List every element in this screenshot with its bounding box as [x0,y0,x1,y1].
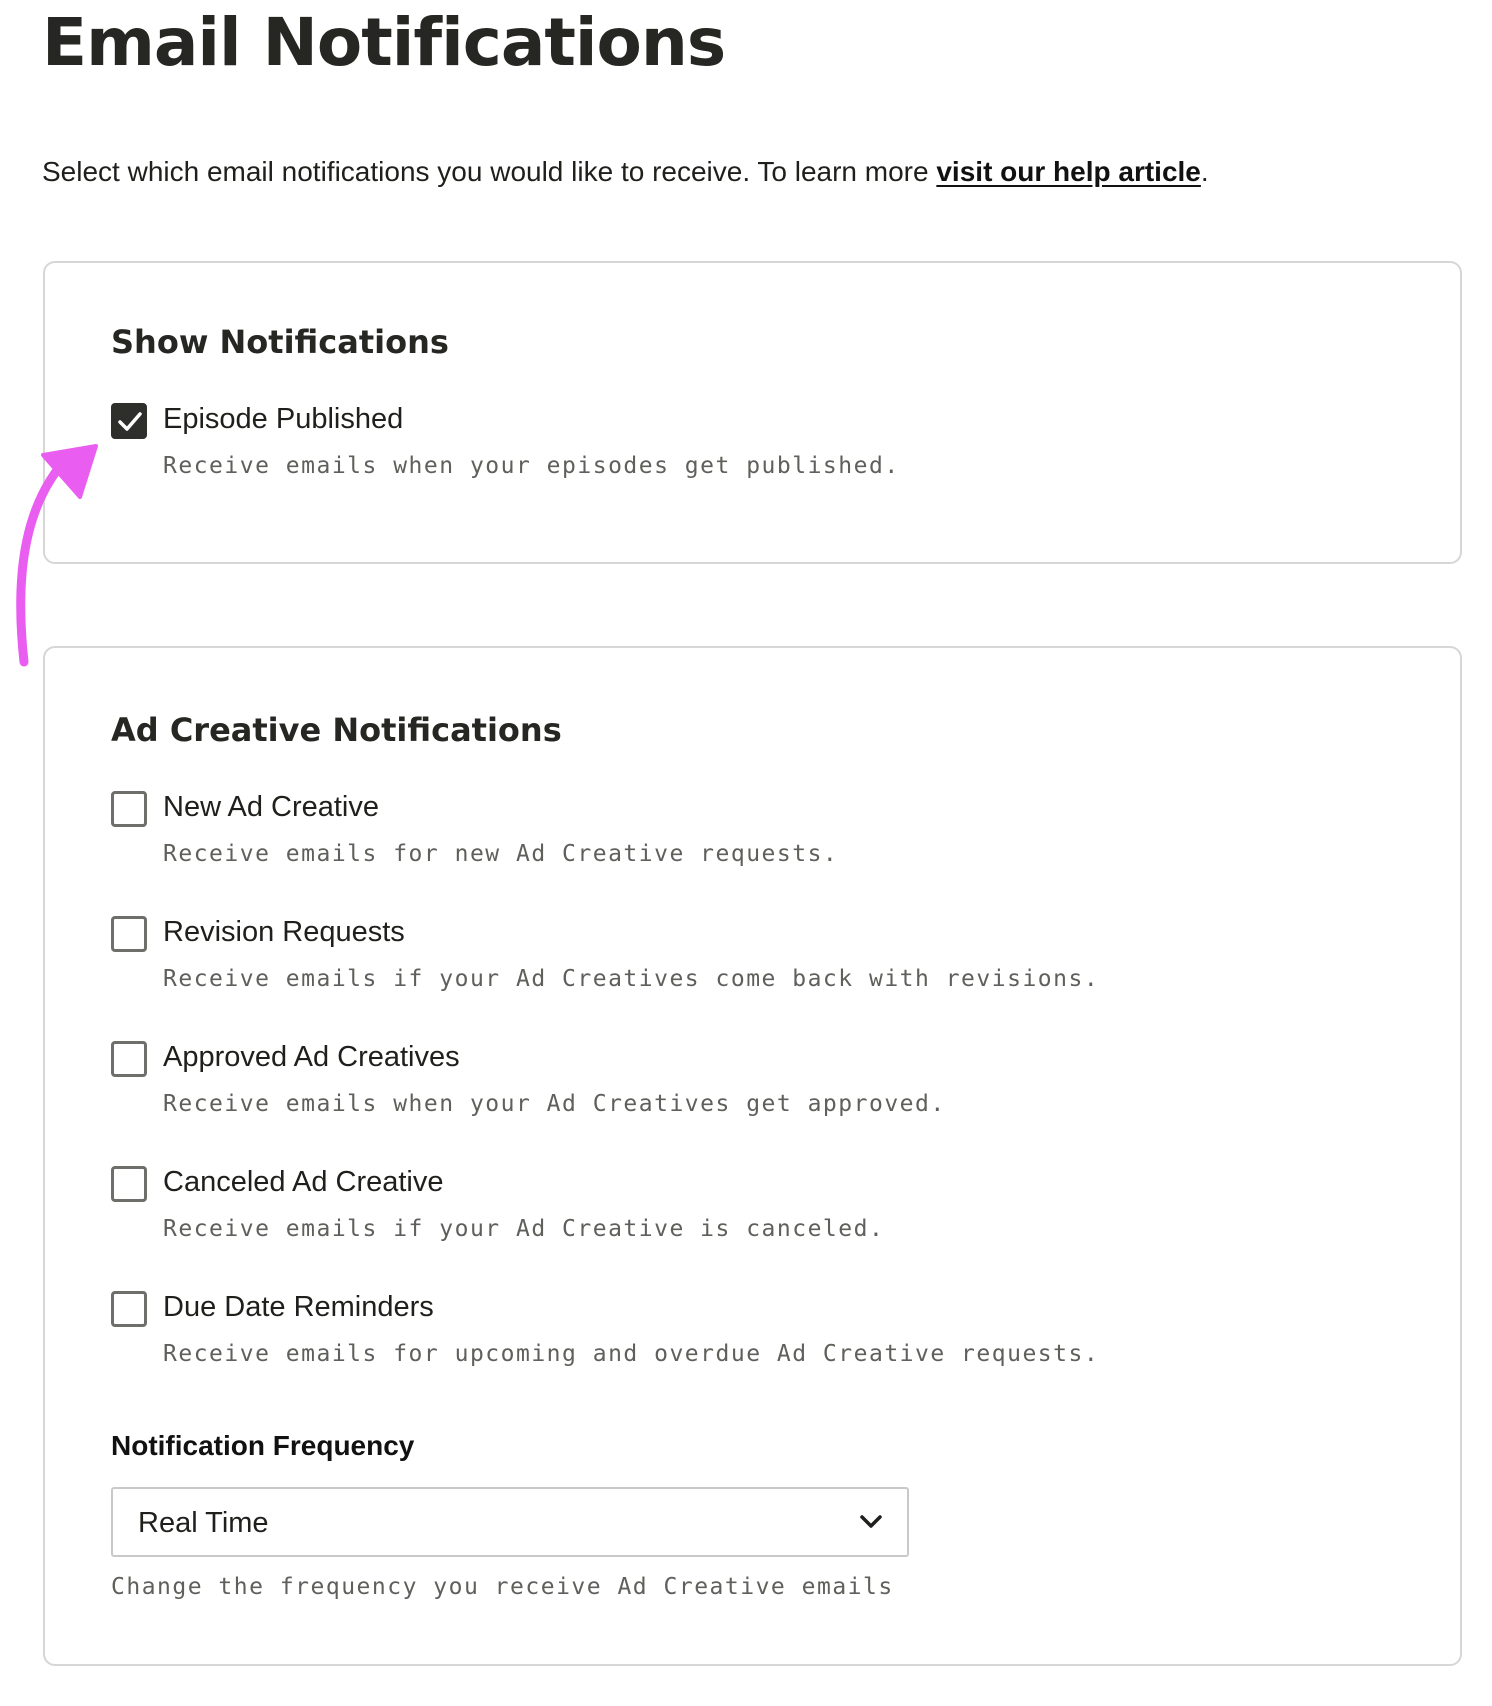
show-notifications-card [43,261,1462,564]
option-canceled-ad-creative[interactable] [111,1164,1311,1274]
page-title: Email Notifications [42,4,726,81]
option-due-date-reminders[interactable] [111,1289,1311,1399]
intro-paragraph [42,154,1209,190]
option-episode-published[interactable] [111,401,1311,511]
frequency-selected-value[interactable]: Real Time [138,1507,269,1539]
option-label[interactable]: Revision Requests [163,916,405,948]
revision-requests-checkbox[interactable] [111,916,147,952]
option-description: Receive emails when your Ad Creatives get approved. [163,1091,946,1117]
frequency-help-text: Change the frequency you receive Ad Creative emails [111,1574,894,1600]
option-label[interactable]: Due Date Reminders [163,1291,434,1323]
new-ad-creative-checkbox[interactable] [111,791,147,827]
option-description: Receive emails for new Ad Creative requests. [163,841,839,867]
intro-text: Select which email notifications you would like to receive. To learn more [42,156,937,187]
annotation-arrow-icon [0,420,120,680]
option-label[interactable]: Approved Ad Creatives [163,1041,460,1073]
option-revision-requests[interactable] [111,914,1311,1024]
notification-frequency-label: Notification Frequency [111,1430,415,1461]
option-description: Receive emails for upcoming and overdue Ad Creative requests. [163,1341,1100,1367]
help-article-link[interactable]: visit our help article [936,156,1201,187]
option-label[interactable]: Canceled Ad Creative [163,1166,444,1198]
option-description: Receive emails if your Ad Creatives come back with revisions. [163,966,1100,992]
ad-creative-notifications-title: Ad Creative Notifications [111,711,562,749]
ad-creative-notifications-card [43,646,1462,1666]
due-date-reminders-checkbox[interactable] [111,1291,147,1327]
notification-frequency-select[interactable] [111,1487,909,1557]
canceled-ad-creative-checkbox[interactable] [111,1166,147,1202]
intro-suffix: . [1200,156,1209,187]
check-icon [118,411,142,433]
option-label[interactable]: Episode Published [163,403,404,435]
option-new-ad-creative[interactable] [111,789,1311,899]
option-description: Receive emails when your episodes get published. [163,453,900,479]
option-label[interactable]: New Ad Creative [163,791,379,823]
option-description: Receive emails if your Ad Creative is canceled. [163,1216,885,1242]
show-notifications-title: Show Notifications [111,323,449,361]
option-approved-ad-creatives[interactable] [111,1039,1311,1149]
approved-ad-creatives-checkbox[interactable] [111,1041,147,1077]
chevron-down-icon[interactable] [857,1508,885,1536]
